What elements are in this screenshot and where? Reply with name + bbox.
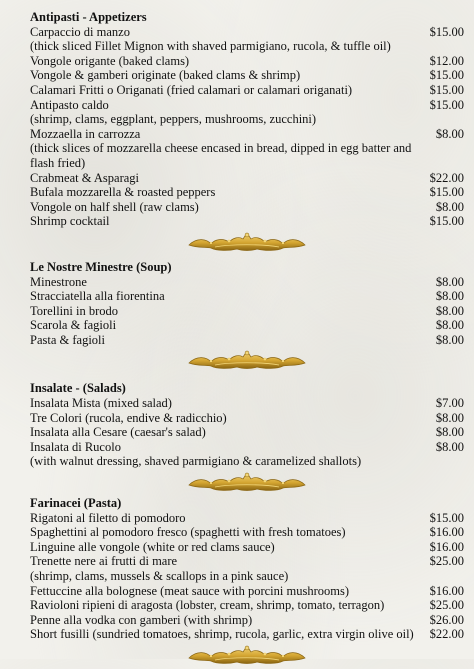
menu-item-name: Spaghettini al pomodoro fresco (spaghetti with fresh tomatoes) (30, 525, 346, 540)
ornament-divider (30, 471, 464, 493)
menu-item (30, 98, 464, 113)
section-pasta (30, 496, 464, 642)
menu-item (30, 396, 464, 411)
menu-item-price: $7.00 (435, 396, 464, 411)
section-antipasti (30, 10, 464, 229)
gold-crown-flourish-icon (185, 644, 309, 666)
menu-item (30, 425, 464, 440)
menu-item (30, 304, 464, 319)
menu-item (30, 613, 464, 628)
menu-item-price: $8.00 (435, 199, 464, 214)
menu-item-name: Fettuccine alla bolognese (meat sauce with porcini mushrooms) (30, 583, 350, 598)
menu-item (30, 627, 464, 642)
menu-item-price: $8.00 (435, 425, 464, 440)
menu-item-price: $15.00 (429, 214, 464, 229)
menu-item-price: $22.00 (429, 170, 464, 185)
item-list (30, 25, 464, 229)
menu-item-name: Stracciatella alla fiorentina (30, 289, 165, 304)
menu-item-price: $8.00 (435, 439, 464, 454)
menu-item-price: $25.00 (429, 554, 464, 569)
menu-item-name: Vongole origante (baked clams) (30, 53, 190, 68)
menu-item (30, 39, 464, 54)
menu-item-price: $15.00 (429, 68, 464, 83)
menu-item-price: $8.00 (435, 332, 464, 347)
menu-item-price: $16.00 (429, 525, 464, 540)
menu-item-price: $8.00 (435, 126, 464, 141)
menu-item (30, 289, 464, 304)
menu-item (30, 454, 464, 469)
menu-item (30, 171, 464, 186)
menu-item-name: Penne alla vodka con gamberi (with shrimp) (30, 612, 253, 627)
menu-item (30, 554, 464, 569)
menu-item-name: Carpaccio di manzo (30, 24, 130, 39)
menu-item-name: Tre Colori (rucola, endive & radicchio) (30, 410, 227, 425)
menu-item-name: Insalata alla Cesare (caesar's salad) (30, 425, 206, 440)
gold-crown-flourish-icon (185, 231, 309, 253)
menu-item-name: (shrimp, clams, mussels & scallops in a pink sauce) (30, 569, 289, 583)
menu-item-name: Pasta & fagioli (30, 332, 105, 347)
section-title: Farinacei (Pasta) (30, 496, 122, 511)
menu-item-price: $15.00 (429, 24, 464, 39)
menu-item (30, 83, 464, 98)
menu-item-price: $8.00 (435, 303, 464, 318)
menu-item (30, 275, 464, 290)
menu-item-name: Insalata di Rucolo (30, 439, 121, 454)
menu-item-name: Rigatoni al filetto di pomodoro (30, 510, 186, 525)
menu-item-name: Crabmeat & Asparagi (30, 170, 139, 185)
menu-item (30, 511, 464, 526)
menu-item-name: Minestrone (30, 274, 87, 289)
gold-crown-flourish-icon (185, 471, 309, 493)
menu-item-name: Short fusilli (sundried tomatoes, shrimp, rucola, garlic, extra virgin olive oil) (30, 627, 414, 642)
ornament-divider (30, 349, 464, 371)
menu-item (30, 54, 464, 69)
menu-item-name: Mozzaella in carrozza (30, 126, 141, 141)
ornament-divider (30, 231, 464, 253)
menu-item (30, 525, 464, 540)
menu (30, 10, 464, 669)
gold-crown-flourish-icon (185, 349, 309, 371)
menu-item-price: $26.00 (429, 612, 464, 627)
item-list (30, 511, 464, 642)
menu-item-price: $15.00 (429, 82, 464, 97)
menu-item-name: Torellini in brodo (30, 303, 119, 318)
menu-item-name: Calamari Fritti o Origanati (fried calamari or calamari origanati) (30, 82, 353, 97)
menu-item-name: Scarola & fagioli (30, 318, 117, 333)
menu-item-price: $22.00 (429, 627, 464, 642)
menu-item-name: (thick sliced Fillet Mignon with shaved parmigiano, rucola, & tuffle oil) (30, 39, 391, 54)
item-list (30, 396, 464, 469)
menu-item-price: $12.00 (429, 53, 464, 68)
menu-item-name: Trenette nere ai frutti di mare (30, 554, 178, 569)
menu-item-name: (shrimp, clams, eggplant, peppers, mushrooms, zucchini) (30, 112, 317, 127)
menu-item-price: $8.00 (435, 318, 464, 333)
menu-item-name: (with walnut dressing, shaved parmigiano & caramelized shallots) (30, 454, 362, 469)
menu-item-price: $8.00 (435, 274, 464, 289)
menu-item-price: $25.00 (429, 598, 464, 613)
menu-item-name: (thick slices of mozzarella cheese encased in bread, dipped in egg batter and flash fried) (30, 141, 412, 170)
menu-item (30, 112, 464, 127)
section-soup (30, 260, 464, 348)
menu-item-price: $16.00 (429, 539, 464, 554)
menu-item-name: Linguine alle vongole (white or red clams sauce) (30, 539, 275, 554)
menu-item-name: Antipasto caldo (30, 97, 109, 112)
menu-item (30, 440, 464, 455)
menu-item-price: $15.00 (429, 185, 464, 200)
section-title: Antipasti - Appetizers (30, 10, 147, 24)
section-title: Insalate - (Salads) (30, 381, 126, 396)
menu-item-name: Bufala mozzarella & roasted peppers (30, 185, 216, 200)
menu-item (30, 318, 464, 333)
menu-item (30, 200, 464, 215)
menu-item (30, 25, 464, 40)
menu-item (30, 411, 464, 426)
menu-item (30, 540, 464, 555)
menu-item (30, 569, 464, 584)
menu-item (30, 68, 464, 83)
menu-item (30, 127, 464, 142)
menu-item-name: Ravioloni ripieni di aragosta (lobster, cream, shrimp, tomato, terragon) (30, 598, 385, 613)
menu-item (30, 584, 464, 599)
menu-item (30, 333, 464, 348)
menu-item (30, 185, 464, 200)
menu-item-price: $8.00 (435, 289, 464, 304)
menu-item-price: $8.00 (435, 410, 464, 425)
menu-item (30, 141, 464, 170)
menu-item-name: Vongole & gamberi originate (baked clams & shrimp) (30, 68, 301, 83)
menu-item-price: $15.00 (429, 97, 464, 112)
menu-item (30, 214, 464, 229)
menu-item-price: $15.00 (429, 510, 464, 525)
section-salads (30, 381, 464, 469)
item-list (30, 275, 464, 348)
menu-item (30, 598, 464, 613)
ornament-divider (30, 644, 464, 666)
menu-item-name: Vongole on half shell (raw clams) (30, 199, 199, 214)
menu-item-price: $16.00 (429, 583, 464, 598)
section-title: Le Nostre Minestre (Soup) (30, 259, 172, 274)
menu-item-name: Shrimp cocktail (30, 214, 110, 229)
menu-item-name: Insalata Mista (mixed salad) (30, 396, 172, 411)
